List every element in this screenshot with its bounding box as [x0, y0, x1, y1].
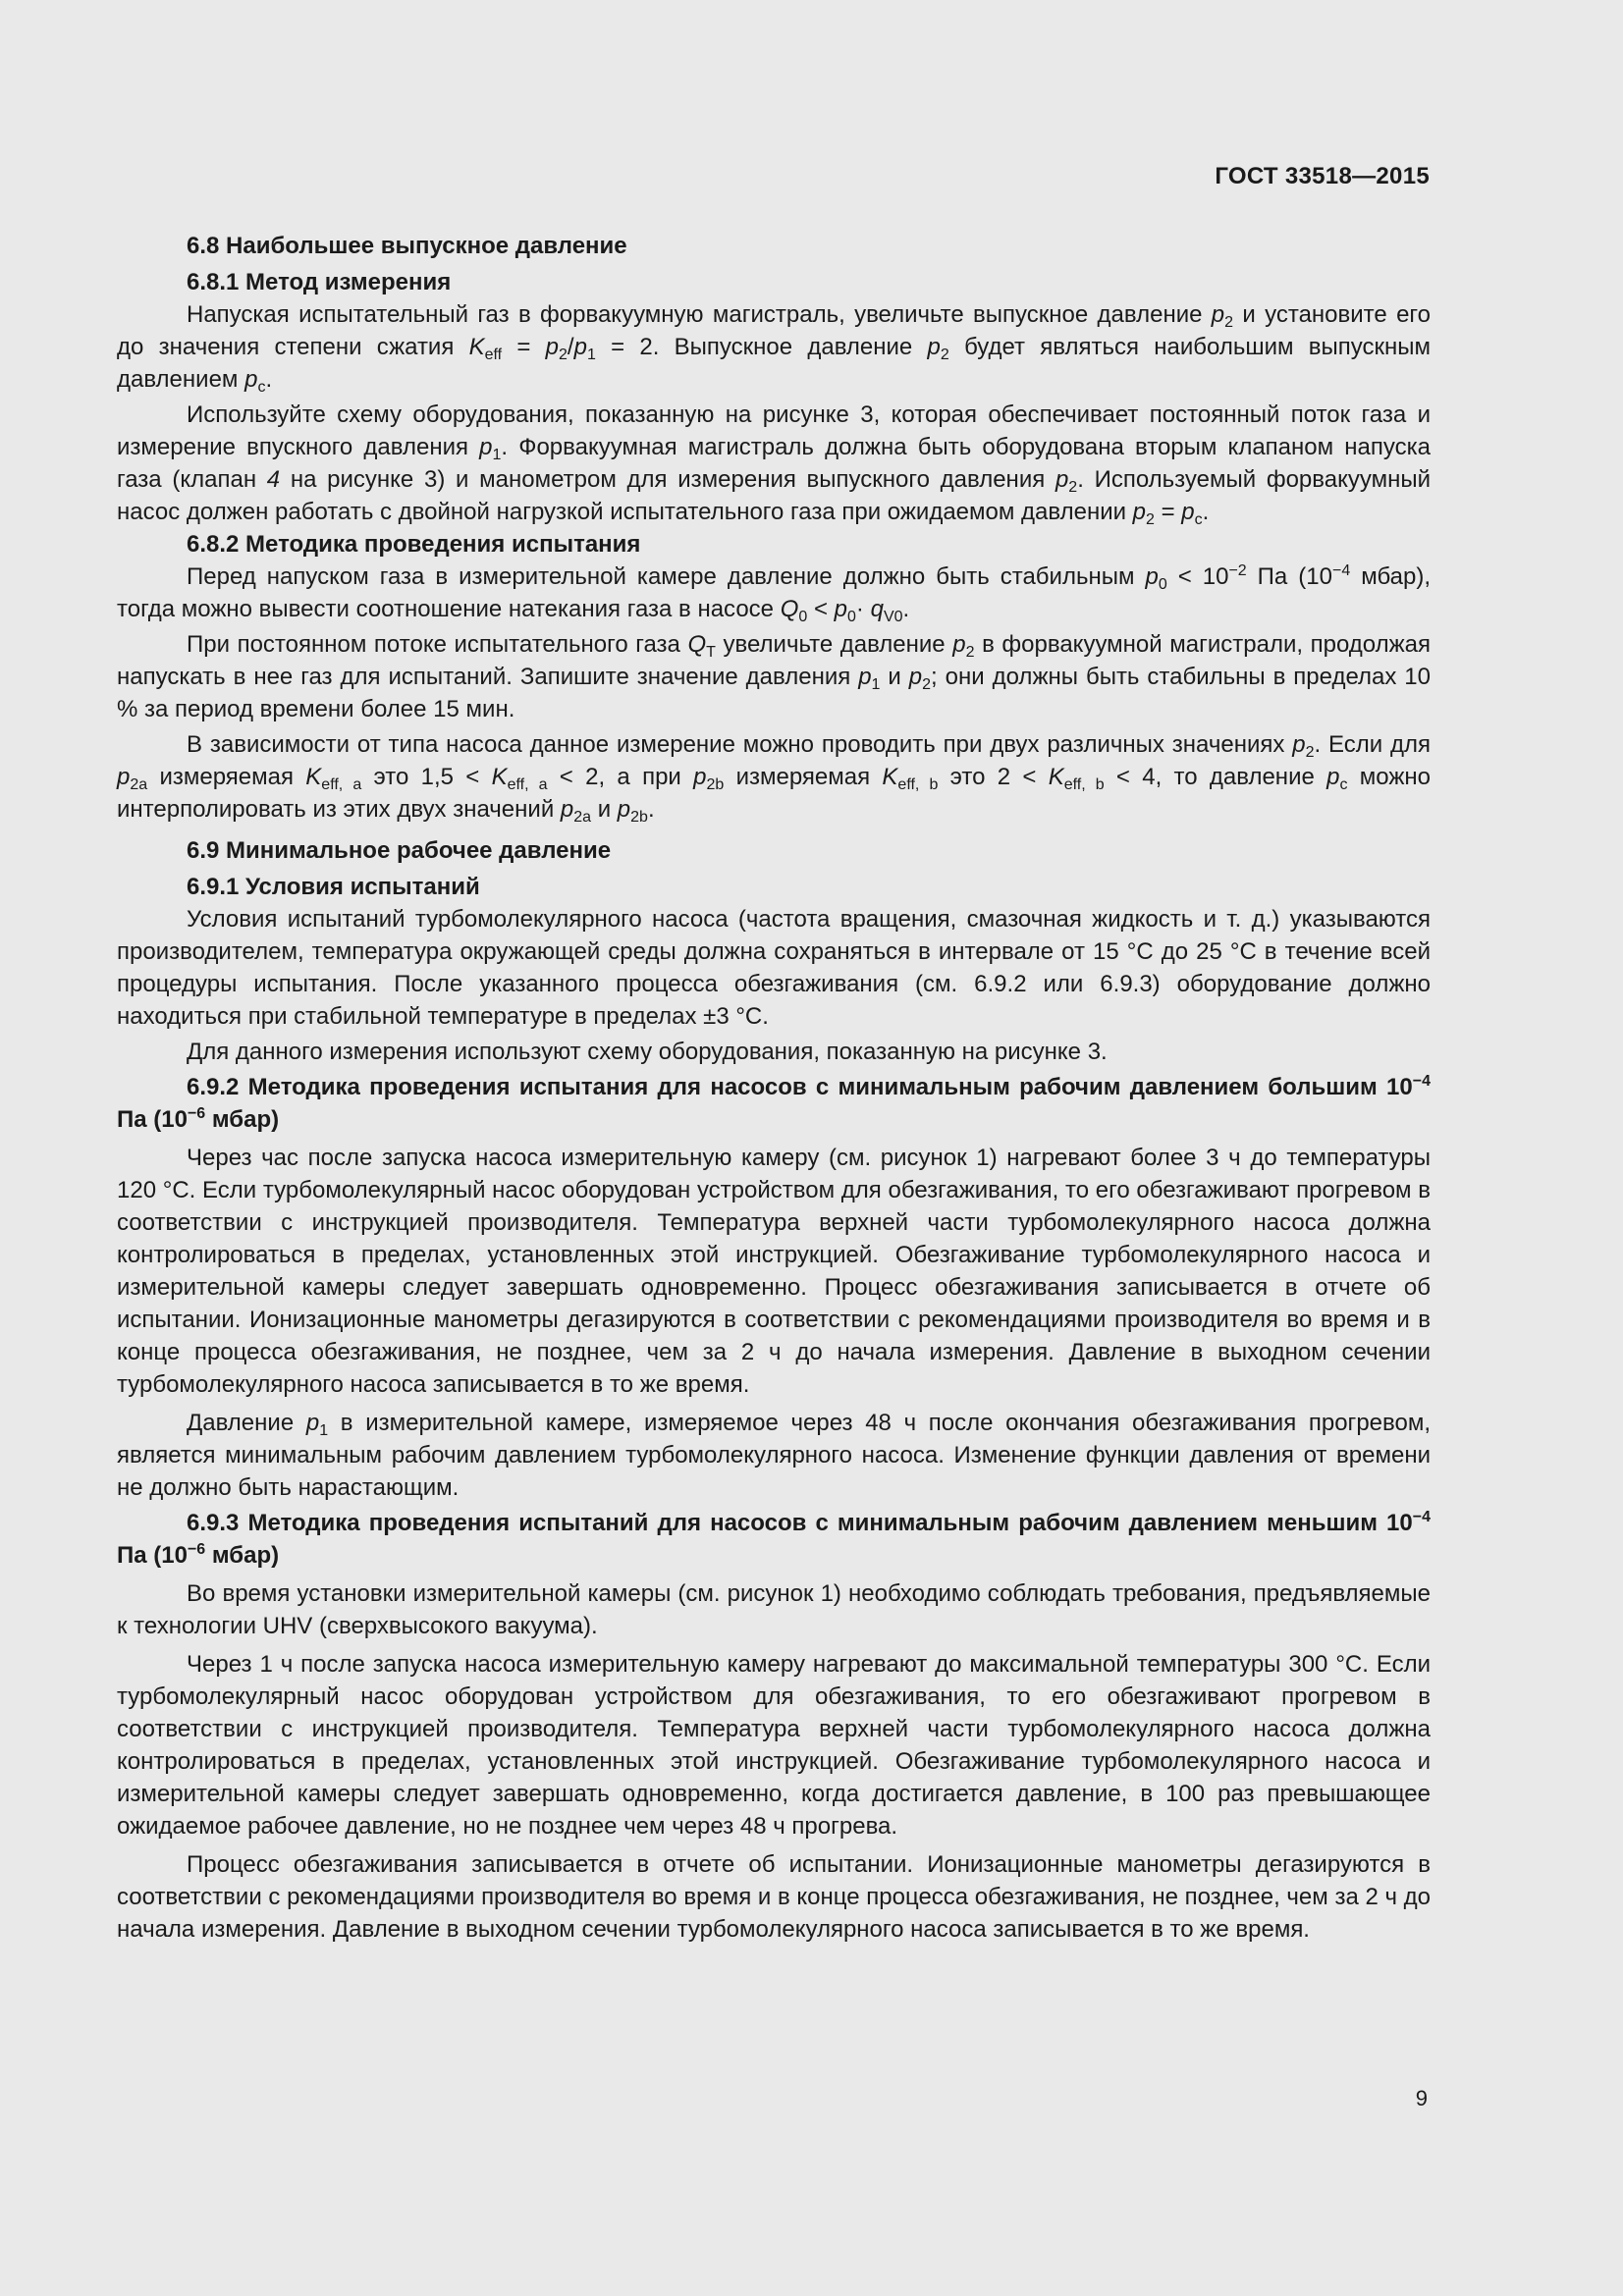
paragraph-6-9-1-b: Для данного измерения используют схему оборудования, показанную на рисунке 3. [187, 1039, 1108, 1065]
paragraph-6-8-2-b: При постоянном потоке испытательного газа $Q_T$ увеличьте давление $p_2$ в форвакуумной магистрали, продолжая напускать в нее газ для испытаний. Запишите значение давления $p_1$ и $p_2$; они должны быть стабильны в пределах 10 % за период времени более 15 мин. [117, 631, 1432, 722]
section-6-8-2-heading: 6.8.2 Методика проведения испытания [187, 531, 641, 558]
paragraph-6-9-2-a: Через час после запуска насоса измерительную камеру (см. рисунок 1) нагревают более 3 ч до температуры 120 °С. Если турбомолекулярный насос оборудован устройством для обезгаживания, то его обезгаживают прогревом в соответствии с инструкцией производителя. Температура верхней части турбомолекулярного насоса должна контролироваться в пределах, установленных этой инструкцией. Обезгаживание турбомолекулярного насоса и измерительной камеры следует завершать одновременно. Процесс обезгаживания записывается в отчете об испытании. Ионизационные манометры дегазируются в соответствии с рекомендациями производителя во время и в конце процесса обезгаживания, не позднее, чем за 2 ч до начала измерения. Давление в выходном сечении турбомолекулярного насоса записывается в то же время. [117, 1145, 1431, 1398]
section-6-8-1-heading: 6.8.1 Метод измерения [187, 269, 452, 295]
page-number: 9 [1415, 2086, 1428, 2110]
paragraph-6-9-1-a: Условия испытаний турбомолекулярного насоса (частота вращения, смазочная жидкость и т. д.) указываются производителем, температура окружающей среды должна сохраняться в интервале от 15 °С до 25 °С в течение всей процедуры испытания. После указанного процесса обезгаживания (см. 6.9.2 или 6.9.3) оборудование должно находиться при стабильной температуре в пределах ±3 °С. [117, 906, 1431, 1030]
section-6-9-2-heading: 6.9.2 Методика проведения испытания для насосов с минимальным рабочим давлением большим $10^{-4}$ Па ($10^{-6}$ мбар) [117, 1073, 1431, 1133]
paragraph-6-9-3-c: Процесс обезгаживания записывается в отчете об испытании. Ионизационные манометры дегазируются в соответствии с рекомендациями производителя во время и в конце процесса обезгаживания, не позднее, чем за 2 ч до начала измерения. Давление в выходном сечении турбомолекулярного насоса записывается в то же время. [117, 1851, 1431, 1943]
paragraph-6-9-2-b: Давление $p_1$ в измерительной камере, измеряемое через 48 ч после окончания обезгаживания прогревом, является минимальным рабочим давлением турбомолекулярного насоса. Изменение функции давления от времени не должно быть нарастающим. [117, 1410, 1432, 1501]
paragraph-6-9-3-b: Через 1 ч после запуска насоса измерительную камеру нагревают до максимальной температуры 300 °С. Если турбомолекулярный насос оборудован устройством для обезгаживания, то его обезгаживают прогревом в соответствии с инструкцией производителя. Температура верхней части турбомолекулярного насоса должна контролироваться в пределах, установленных этой инструкцией. Обезгаживание турбомолекулярного насоса и измерительной камеры следует завершать одновременно, когда достигается давление, в 100 раз превышающее ожидаемое рабочее давление, но не позднее чем через 48 ч прогрева. [117, 1651, 1431, 1840]
section-6-9-3-heading: 6.9.3 Методика проведения испытаний для насосов с минимальным рабочим давлением меньшим $10^{-4}$ Па ($10^{-6}$ мбар) [117, 1509, 1431, 1569]
document-body [117, 230, 1431, 1946]
section-6-8-heading: 6.8 Наибольшее выпускное давление [187, 233, 627, 259]
paragraph-6-8-1-b: Используйте схему оборудования, показанную на рисунке 3, которая обеспечивает постоянный поток газа и измерение впускного давления $p_1$. Форвакуумная магистраль должна быть оборудована вторым клапаном напуска газа (клапан 4 на рисунке 3) и манометром для измерения выпускного давления $p_2$. Используемый форвакуумный насос должен работать с двойной нагрузкой испытательного газа при ожидаемом давлении $p_2 = p_c$. [117, 401, 1432, 528]
paragraph-6-8-1-a: Напуская испытательный газ в форвакуумную магистраль, увеличьте выпускное давление $p_2$ и установите его до значения степени сжатия $K_{eff} = p_2/p_1 = 2$. Выпускное давление $p_2$ будет являться наибольшим выпускным давлением $p_c$. [117, 301, 1432, 396]
document-header: ГОСТ 33518—2015 [1215, 163, 1430, 189]
section-6-9-1-heading: 6.9.1 Условия испытаний [187, 874, 480, 900]
section-6-9-heading: 6.9 Минимальное рабочее давление [187, 837, 612, 864]
paragraph-6-8-2-a: Перед напуском газа в измерительной камере давление должно быть стабильным $p_0 < 10^{-2}$ Па ($10^{-4}$ мбар), тогда можно вывести соотношение натекания газа в насосе $Q_0 < p_0\cdot q_{V0}$. [117, 562, 1432, 625]
paragraph-6-8-2-c: В зависимости от типа насоса данное измерение можно проводить при двух различных значениях $p_2$. Если для $p_{2a}$ измеряемая $K_{eff, a}$ это $1,5 < K_{eff, a} < 2$, а при $p_{2b}$ измеряемая $K_{eff, b}$ это $2 < K_{eff, b} < 4$, то давление $p_c$ можно интерполировать из этих двух значений $p_{2a}$ и $p_{2b}$. [117, 731, 1432, 826]
paragraph-6-9-3-a: Во время установки измерительной камеры (см. рисунок 1) необходимо соблюдать требования, предъявляемые к технологии UHV (сверхвысокого вакуума). [117, 1580, 1431, 1639]
